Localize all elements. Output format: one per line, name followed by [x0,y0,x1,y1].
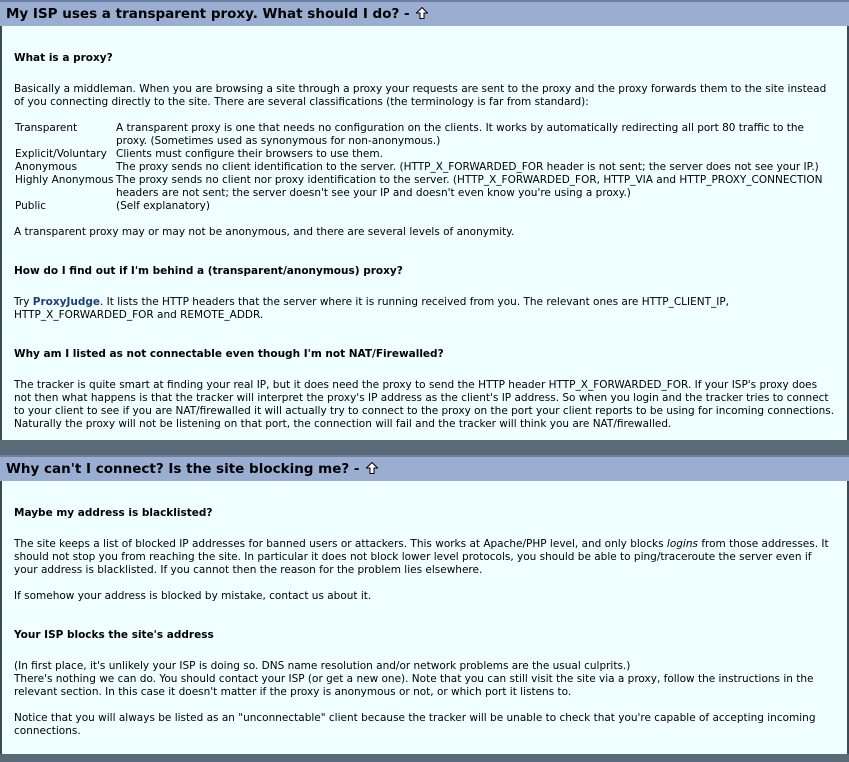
table-row [15,148,835,161]
isp-text-line2: There's nothing we can do. You should contact your ISP (or get a new one). Note that you can still visit the site via a proxy, follow the instructions in the relevant section. In this case it doesn't matter if the proxy is anonymous or not, or which port it listens to. [14,673,814,698]
blacklist-post: from those addresses. It should not stop you from reaching the site. In particular it does not block lower level protocols, you should be able to ping/traceroute the server even if your address is blacklisted. If you cannot then the reason for the problem lies elsewhere. [14,538,829,576]
classification-desc: (Self explanatory) [116,200,210,212]
faq-section-cant-connect [0,455,849,754]
classification-term: Explicit/Voluntary [15,148,107,160]
blacklist-text [14,538,835,577]
classification-term: Anonymous [15,161,77,173]
section-title: Why can't I connect? Is the site blocking me? - [6,461,360,477]
section-header [0,0,849,26]
classification-term: Public [15,200,47,212]
table-row [15,200,835,213]
classification-desc: Clients must configure their browsers to use them. [116,148,383,160]
classification-term: Transparent [15,122,78,134]
classification-term: Highly Anonymous [15,174,114,186]
classification-desc: The proxy sends no client identification to the server. (HTTP_X_FORWARDED_FOR header is not sent; the server does not see your IP.) [116,161,819,173]
section-header [0,455,849,481]
isp-notice-text: Notice that you will always be listed as an "unconnectable" client because the tracker will be unable to check that you're capable of accepting incoming connections. [14,712,816,737]
find-proxy-post: . It lists the HTTP headers that the server where it is running received from you. The relevant ones are HTTP_CLIENT_IP, HTTP_X_FORWARDED_FOR and REMOTE_ADDR. [14,296,730,321]
proxyjudge-link[interactable]: ProxyJudge [32,296,100,308]
classification-desc: The proxy sends no client nor proxy identification to the server. (HTTP_X_FORWARDED_FOR, HTTP_VIA and HTTP_PROXY_CONNECTION headers are not sent; the server doesn't see your IP and doesn't even know you're using a proxy.) [116,174,823,199]
table-row [15,122,835,148]
question-not-connectable: Why am I listed as not connectable even though I'm not NAT/Firewalled? [14,348,444,360]
section-body [0,481,849,754]
isp-text-line1: (In first place, it's unlikely your ISP is doing so. DNS name resolution and/or network problems are the usual culprits.) [14,660,631,672]
proxy-intro-text: Basically a middleman. When you are browsing a site through a proxy your requests are sent to the proxy and the proxy forwards them to the site instead of you connecting directly to the site. There are several classifications (the terminology is far from standard): [14,83,827,108]
classification-desc: A transparent proxy is one that needs no configuration on the clients. It works by automatically redirecting all port 80 traffic to the proxy. (Sometimes used as synonymous for non-anonymous.) [116,122,805,147]
section-body [0,26,849,440]
back-to-top-icon[interactable] [416,3,428,27]
not-connectable-text: The tracker is quite smart at finding your real IP, but it does need the proxy to send the HTTP header HTTP_X_FORWARDED_FOR. If your ISP's proxy does not then what happens is that the tracker will interpret the proxy's IP address as the client's IP address. So when you login and the tracker tries to connect to your client to see if you are NAT/firewalled it will actually try to connect to the proxy on the port your client reports to be using for incoming connections. Naturally the proxy will not be listening on that port, the connection will fail and the tracker will think you are NAT/firewalled. [14,379,835,430]
find-proxy-text [14,296,835,322]
question-blacklisted: Maybe my address is blacklisted? [14,507,213,519]
find-proxy-pre: Try [14,296,30,308]
proxy-outro-text: A transparent proxy may or may not be anonymous, and there are several levels of anonymity. [14,226,515,238]
question-find-proxy: How do I find out if I'm behind a (transparent/anonymous) proxy? [14,265,403,277]
back-to-top-icon[interactable] [366,458,378,482]
blacklist-em: logins [666,538,698,550]
proxy-classification-table [15,122,835,213]
blacklist-mistake-text: If somehow your address is blocked by mistake, contact us about it. [14,590,372,602]
table-row [15,174,835,200]
blacklist-pre: The site keeps a list of blocked IP addresses for banned users or attackers. This works at Apache/PHP level, and only blocks [14,538,664,550]
question-what-is-proxy: What is a proxy? [14,52,113,64]
table-row [15,161,835,174]
section-title: My ISP uses a transparent proxy. What should I do? - [6,6,410,22]
question-isp-blocks: Your ISP blocks the site's address [14,629,214,641]
